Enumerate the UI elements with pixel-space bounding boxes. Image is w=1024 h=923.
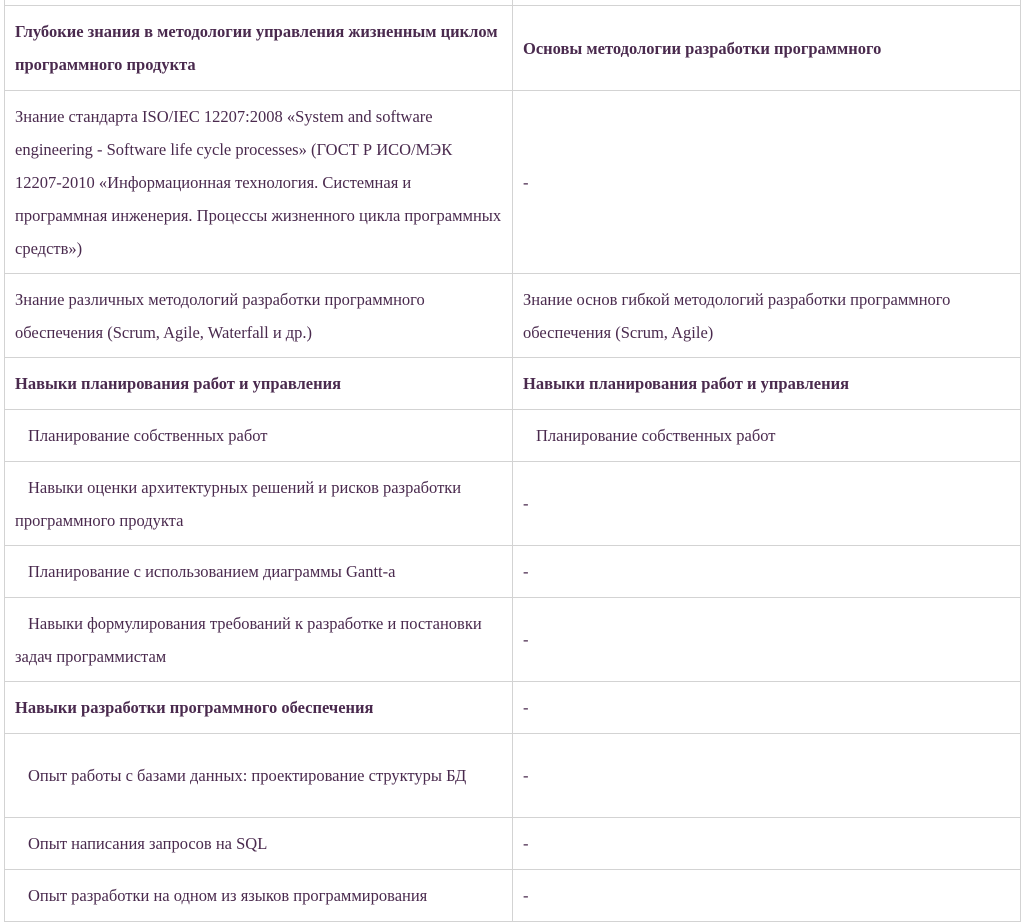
table-row bbox=[5, 682, 1021, 734]
table-cell-right: - bbox=[513, 598, 1021, 682]
table-row bbox=[5, 462, 1021, 546]
table-row bbox=[5, 734, 1021, 818]
table-row bbox=[5, 358, 1021, 410]
section-heading-left: Глубокие знания в методологии управления жизненным циклом программного продукта bbox=[5, 6, 513, 91]
table-row bbox=[5, 274, 1021, 358]
table-cell-right: - bbox=[513, 91, 1021, 274]
table-cell-right: Планирование собственных работ bbox=[513, 410, 1021, 462]
table-row bbox=[5, 818, 1021, 870]
table-cell-left: Опыт написания запросов на SQL bbox=[5, 818, 513, 870]
table-cell-right: - bbox=[513, 682, 1021, 734]
table-cell-left: Опыт разработки на одном из языков программирования bbox=[5, 870, 513, 922]
table-cell-right: - bbox=[513, 818, 1021, 870]
table-cell-left: Знание различных методологий разработки программного обеспечения (Scrum, Agile, Waterfall и др.) bbox=[5, 274, 513, 358]
table-row bbox=[5, 870, 1021, 922]
table-cell-right: - bbox=[513, 546, 1021, 598]
table-cell-left: Знание стандарта ISO/IEC 12207:2008 «System and software engineering - Software life cycle processes» (ГОСТ Р ИСО/МЭК 12207-2010 «Информационная технология. Системная и программная инженерия. Процессы жизненного цикла программных средств») bbox=[5, 91, 513, 274]
table-cell-left: Планирование собственных работ bbox=[5, 410, 513, 462]
table-cell-left: Планирование с использованием диаграммы Gantt-а bbox=[5, 546, 513, 598]
section-heading-right: Основы методологии разработки программного bbox=[513, 6, 1021, 91]
table-cell-right: Знание основ гибкой методологий разработки программного обеспечения (Scrum, Agile) bbox=[513, 274, 1021, 358]
section-heading-left: Навыки планирования работ и управления bbox=[5, 358, 513, 410]
table-cell-right: - bbox=[513, 734, 1021, 818]
table-cell-left: Опыт работы с базами данных: проектирование структуры БД bbox=[5, 734, 513, 818]
table-cell-right: - bbox=[513, 462, 1021, 546]
section-heading-left: Навыки разработки программного обеспечения bbox=[5, 682, 513, 734]
table-row bbox=[5, 598, 1021, 682]
table-row bbox=[5, 546, 1021, 598]
skills-comparison-table bbox=[4, 0, 1021, 922]
table-row bbox=[5, 91, 1021, 274]
table-row bbox=[5, 410, 1021, 462]
table-cell-right: - bbox=[513, 870, 1021, 922]
table-cell-left: Навыки формулирования требований к разработке и постановки задач программистам bbox=[5, 598, 513, 682]
table-cell-left: Навыки оценки архитектурных решений и рисков разработки программного продукта bbox=[5, 462, 513, 546]
section-heading-right: Навыки планирования работ и управления bbox=[513, 358, 1021, 410]
table-row bbox=[5, 6, 1021, 91]
